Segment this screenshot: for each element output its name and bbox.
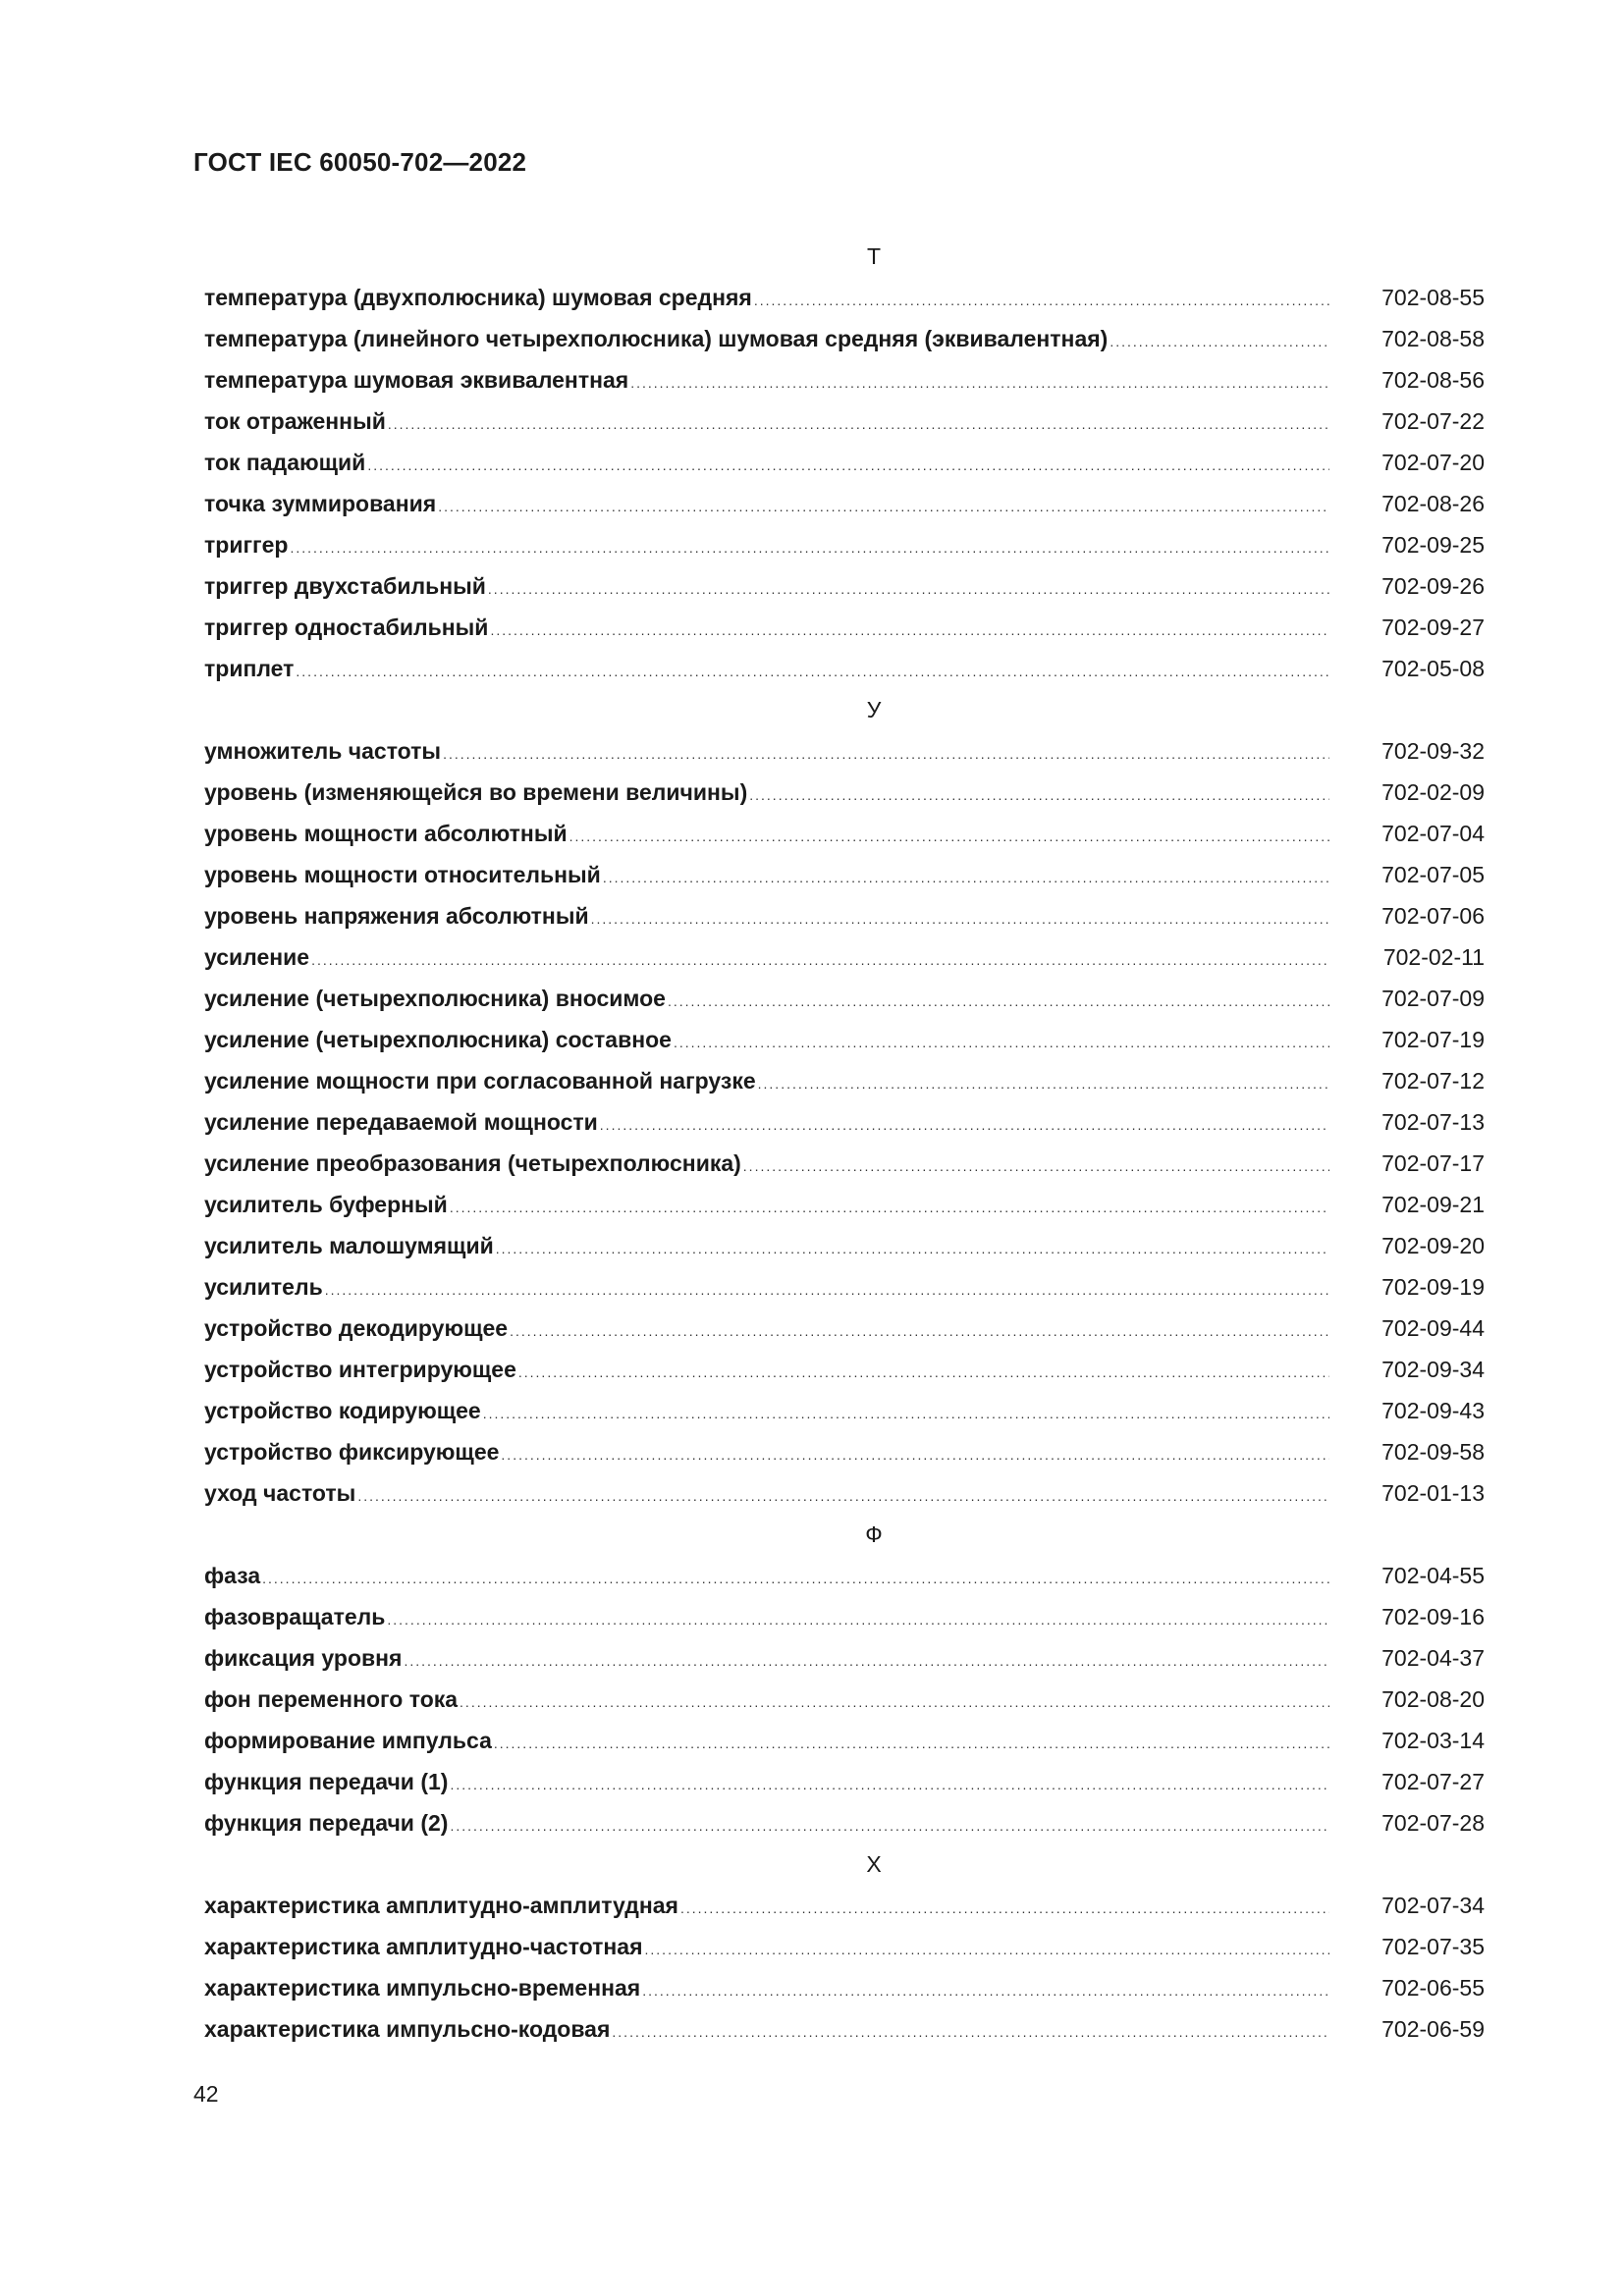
index-entry: [204, 400, 1485, 442]
dot-leader: [387, 1596, 1329, 1637]
index-term: устройство фиксирующее: [204, 1439, 500, 1465]
page-number: 42: [193, 2081, 219, 2107]
dot-leader: [642, 1967, 1329, 2008]
index-entry: [204, 936, 1485, 978]
dot-leader: [450, 1802, 1329, 1843]
index-ref: 702-05-08: [1381, 656, 1485, 681]
index-entry: [204, 1184, 1485, 1225]
section-letter: Ф: [865, 1522, 883, 1547]
index-ref: 702-08-56: [1381, 367, 1485, 393]
dot-leader: [496, 1225, 1329, 1266]
dot-leader: [450, 1761, 1329, 1802]
index-ref: 702-09-25: [1381, 532, 1485, 558]
index-ref: 702-09-26: [1381, 573, 1485, 599]
dot-leader: [388, 400, 1329, 442]
index-entry: [204, 359, 1485, 400]
index-entry: [204, 1431, 1485, 1472]
index-entry: [204, 1472, 1485, 1514]
index-term: характеристика амплитудно-частотная: [204, 1934, 643, 1959]
dot-leader: [510, 1308, 1329, 1349]
index-ref: 702-09-21: [1381, 1192, 1485, 1217]
dot-leader: [758, 1060, 1329, 1101]
index-ref: 702-07-17: [1381, 1150, 1485, 1176]
index-entry: [204, 565, 1485, 607]
index-ref: 702-09-16: [1381, 1604, 1485, 1629]
index-term: уход частоты: [204, 1480, 356, 1506]
dot-leader: [494, 1720, 1329, 1761]
dot-leader: [296, 648, 1329, 689]
index-term: умножитель частоты: [204, 738, 442, 764]
index-entry: [204, 1720, 1485, 1761]
index-ref: 702-09-19: [1381, 1274, 1485, 1300]
index-ref: 702-04-55: [1381, 1563, 1485, 1588]
dot-leader: [569, 813, 1329, 854]
index-term: уровень мощности относительный: [204, 862, 601, 887]
index-entry: [204, 1967, 1485, 2008]
index-entry: [204, 483, 1485, 524]
index-ref: 702-07-13: [1381, 1109, 1485, 1135]
dot-leader: [325, 1266, 1329, 1308]
index-ref: 702-06-55: [1381, 1975, 1485, 2001]
index-entry: [204, 318, 1485, 359]
dot-leader: [603, 854, 1329, 895]
index-ref: 702-09-34: [1381, 1357, 1485, 1382]
dot-leader: [754, 277, 1329, 318]
index-term: температура (двухполюсника) шумовая средняя: [204, 285, 752, 310]
index-ref: 702-08-55: [1381, 285, 1485, 310]
index-entry: [204, 607, 1485, 648]
index-term: ток падающий: [204, 450, 366, 475]
index-term: функция передачи (1): [204, 1769, 449, 1794]
dot-leader: [501, 1431, 1329, 1472]
index-entry: [204, 1019, 1485, 1060]
index-entry: [204, 895, 1485, 936]
index-ref: 702-02-09: [1381, 779, 1485, 805]
index-ref: 702-02-11: [1382, 944, 1485, 970]
index-term: усилитель малошумящий: [204, 1233, 494, 1258]
index-term: фазовращатель: [204, 1604, 386, 1629]
index-ref: 702-04-37: [1381, 1645, 1485, 1671]
index-entry: [204, 1596, 1485, 1637]
index-ref: 702-09-43: [1381, 1398, 1485, 1423]
index-term: триплет: [204, 656, 295, 681]
dot-leader: [443, 730, 1329, 772]
dot-leader: [290, 524, 1329, 565]
index-term: усилитель: [204, 1274, 323, 1300]
index-ref: 702-07-27: [1381, 1769, 1485, 1794]
index-term: уровень (изменяющейся во времени величины): [204, 779, 748, 805]
dot-leader: [645, 1926, 1329, 1967]
index-ref: 702-09-27: [1381, 614, 1485, 640]
index-ref: 702-09-32: [1381, 738, 1485, 764]
index-term: фиксация уровня: [204, 1645, 403, 1671]
dot-leader: [600, 1101, 1329, 1143]
dot-leader: [357, 1472, 1329, 1514]
index-entry: [204, 1349, 1485, 1390]
index-term: усиление мощности при согласованной нагрузке: [204, 1068, 756, 1094]
index-term: характеристика амплитудно-амплитудная: [204, 1893, 678, 1918]
index-ref: 702-07-12: [1381, 1068, 1485, 1094]
index-entry: [204, 978, 1485, 1019]
index-term: фон переменного тока: [204, 1686, 459, 1712]
index-entry: [204, 854, 1485, 895]
index-ref: 702-09-20: [1381, 1233, 1485, 1258]
section-letter: Х: [866, 1851, 882, 1877]
term-index: [204, 236, 1485, 2050]
dot-leader: [612, 2008, 1329, 2050]
dot-leader: [404, 1637, 1329, 1679]
index-entry: [204, 1926, 1485, 1967]
dot-leader: [518, 1349, 1329, 1390]
index-entry: [204, 1060, 1485, 1101]
index-term: усиление передаваемой мощности: [204, 1109, 598, 1135]
index-entry: [204, 524, 1485, 565]
dot-leader: [367, 442, 1329, 483]
dot-leader: [460, 1679, 1329, 1720]
index-ref: 702-06-59: [1381, 2016, 1485, 2042]
index-term: устройство кодирующее: [204, 1398, 481, 1423]
index-entry: [204, 813, 1485, 854]
index-term: триггер двухстабильный: [204, 573, 486, 599]
index-entry: [204, 1802, 1485, 1843]
index-term: уровень мощности абсолютный: [204, 821, 568, 846]
index-entry: [204, 2008, 1485, 2050]
dot-leader: [438, 483, 1329, 524]
index-entry: [204, 1885, 1485, 1926]
dot-leader: [1110, 318, 1329, 359]
index-entry: [204, 277, 1485, 318]
index-term: устройство интегрирующее: [204, 1357, 516, 1382]
index-ref: 702-03-14: [1381, 1728, 1485, 1753]
index-entry: [204, 730, 1485, 772]
dot-leader: [680, 1885, 1329, 1926]
index-entry: [204, 1308, 1485, 1349]
dot-leader: [262, 1555, 1329, 1596]
index-entry: [204, 1143, 1485, 1184]
index-term: температура шумовая эквивалентная: [204, 367, 629, 393]
index-ref: 702-07-05: [1381, 862, 1485, 887]
index-ref: 702-08-58: [1381, 326, 1485, 351]
dot-leader: [483, 1390, 1329, 1431]
index-ref: 702-07-34: [1381, 1893, 1485, 1918]
index-entry: [204, 1266, 1485, 1308]
dot-leader: [488, 565, 1329, 607]
index-ref: 702-07-20: [1381, 450, 1485, 475]
index-ref: 702-08-20: [1381, 1686, 1485, 1712]
dot-leader: [591, 895, 1329, 936]
index-entry: [204, 772, 1485, 813]
index-ref: 702-07-35: [1381, 1934, 1485, 1959]
index-term: температура (линейного четырехполюсника) шумовая средняя (эквивалентная): [204, 326, 1109, 351]
section-letter: Т: [866, 243, 882, 269]
index-term: функция передачи (2): [204, 1810, 449, 1836]
index-ref: 702-08-26: [1381, 491, 1485, 516]
dot-leader: [311, 936, 1329, 978]
index-entry: [204, 648, 1485, 689]
index-term: усилитель буферный: [204, 1192, 448, 1217]
index-term: усиление (четырехполюсника) вносимое: [204, 986, 666, 1011]
index-ref: 702-01-13: [1381, 1480, 1485, 1506]
index-ref: 702-09-58: [1381, 1439, 1485, 1465]
index-ref: 702-07-19: [1381, 1027, 1485, 1052]
index-ref: 702-09-44: [1381, 1315, 1485, 1341]
index-term: уровень напряжения абсолютный: [204, 903, 589, 929]
index-term: триггер одностабильный: [204, 614, 489, 640]
index-ref: 702-07-04: [1381, 821, 1485, 846]
index-ref: 702-07-28: [1381, 1810, 1485, 1836]
index-ref: 702-07-09: [1381, 986, 1485, 1011]
index-ref: 702-07-22: [1381, 408, 1485, 434]
index-term: усиление преобразования (четырехполюсника): [204, 1150, 741, 1176]
document-header: ГОСТ IEC 60050-702—2022: [193, 147, 527, 177]
index-entry: [204, 1225, 1485, 1266]
index-term: характеристика импульсно-временная: [204, 1975, 641, 2001]
dot-leader: [743, 1143, 1329, 1184]
index-term: усиление (четырехполюсника) составное: [204, 1027, 672, 1052]
index-entry: [204, 1679, 1485, 1720]
index-term: характеристика импульсно-кодовая: [204, 2016, 611, 2042]
index-term: устройство декодирующее: [204, 1315, 509, 1341]
index-entry: [204, 1637, 1485, 1679]
index-entry: [204, 1555, 1485, 1596]
dot-leader: [630, 359, 1329, 400]
index-term: точка зуммирования: [204, 491, 437, 516]
index-ref: 702-07-06: [1381, 903, 1485, 929]
index-term: формирование импульса: [204, 1728, 492, 1753]
dot-leader: [749, 772, 1329, 813]
index-term: усиление: [204, 944, 310, 970]
index-entry: [204, 1101, 1485, 1143]
index-term: фаза: [204, 1563, 261, 1588]
index-entry: [204, 1761, 1485, 1802]
index-term: триггер: [204, 532, 289, 558]
dot-leader: [674, 1019, 1329, 1060]
dot-leader: [450, 1184, 1329, 1225]
dot-leader: [490, 607, 1329, 648]
index-entry: [204, 442, 1485, 483]
dot-leader: [668, 978, 1329, 1019]
index-term: ток отраженный: [204, 408, 386, 434]
index-entry: [204, 1390, 1485, 1431]
section-letter: У: [866, 697, 882, 722]
